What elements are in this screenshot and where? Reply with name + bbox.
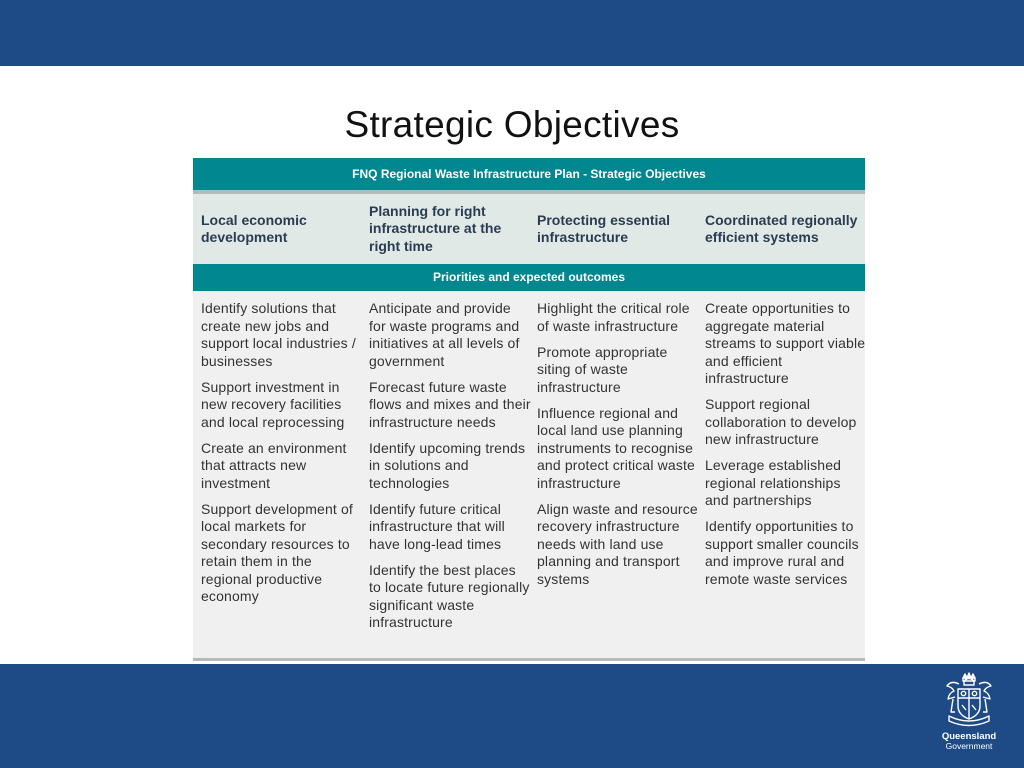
priority-item: Support investment in new recovery facilities and local reprocessing — [201, 378, 345, 430]
priority-item: Promote appropriate siting of waste infrastructure — [537, 343, 668, 395]
page-title: Strategic Objectives — [344, 104, 680, 145]
priority-item: Leverage established regional relationships and partnerships — [705, 457, 842, 508]
logo-line1: Queensland — [941, 731, 997, 742]
priorities-subheader: Priorities and expected outcomes — [193, 264, 865, 291]
priorities-column — [369, 300, 531, 640]
priority-item: Align waste and resource recovery infrastructure needs with land use planning and transport systems — [537, 500, 698, 587]
priorities-column — [705, 300, 867, 597]
priority-item: Influence regional and local land use planning instruments to recognise and protect critical waste infrastructure — [537, 404, 695, 491]
priority-item: Support regional collaboration to develop new infrastructure — [705, 396, 857, 447]
objective-heading: Local economic development — [201, 211, 307, 245]
priorities-column — [537, 300, 699, 597]
priority-item: Create an environment that attracts new investment — [201, 439, 347, 491]
priority-item: Forecast future waste flows and mixes and their infrastructure needs — [369, 378, 531, 430]
bottom-banner — [0, 664, 1024, 768]
priority-item: Anticipate and provide for waste programs and initiatives at all levels of government — [369, 300, 520, 369]
logo-line2: Government — [945, 741, 993, 751]
objectives-row — [193, 194, 865, 264]
table-header: FNQ Regional Waste Infrastructure Plan - Strategic Objectives — [193, 158, 865, 190]
objective-heading: Planning for right infrastructure at the right time — [369, 202, 502, 254]
objective-heading: Coordinated regionally efficient systems — [705, 211, 858, 245]
priority-item: Identify opportunities to support smaller councils and improve rural and remote waste services — [705, 518, 859, 587]
priority-item: Identify upcoming trends in solutions and technologies — [369, 439, 526, 491]
priority-item: Create opportunities to aggregate material streams to support viable and efficient infrastructure — [705, 300, 866, 386]
priority-item: Identify solutions that create new jobs and support local industries / businesses — [201, 300, 356, 369]
top-banner — [0, 0, 1024, 66]
priorities-column — [201, 300, 363, 614]
priority-item: Highlight the critical role of waste infrastructure — [537, 300, 690, 334]
priority-item: Identify future critical infrastructure that will have long-lead times — [369, 500, 505, 552]
priority-item: Identify the best places to locate future regionally significant waste infrastructure — [369, 561, 530, 630]
priority-item: Support development of local markets for secondary resources to retain them in the regional productive economy — [201, 500, 353, 604]
queensland-government-logo — [938, 672, 1000, 756]
queensland-crest-icon — [941, 672, 997, 732]
divider — [193, 658, 865, 661]
objectives-table — [193, 158, 865, 661]
objective-heading: Protecting essential infrastructure — [537, 211, 671, 245]
